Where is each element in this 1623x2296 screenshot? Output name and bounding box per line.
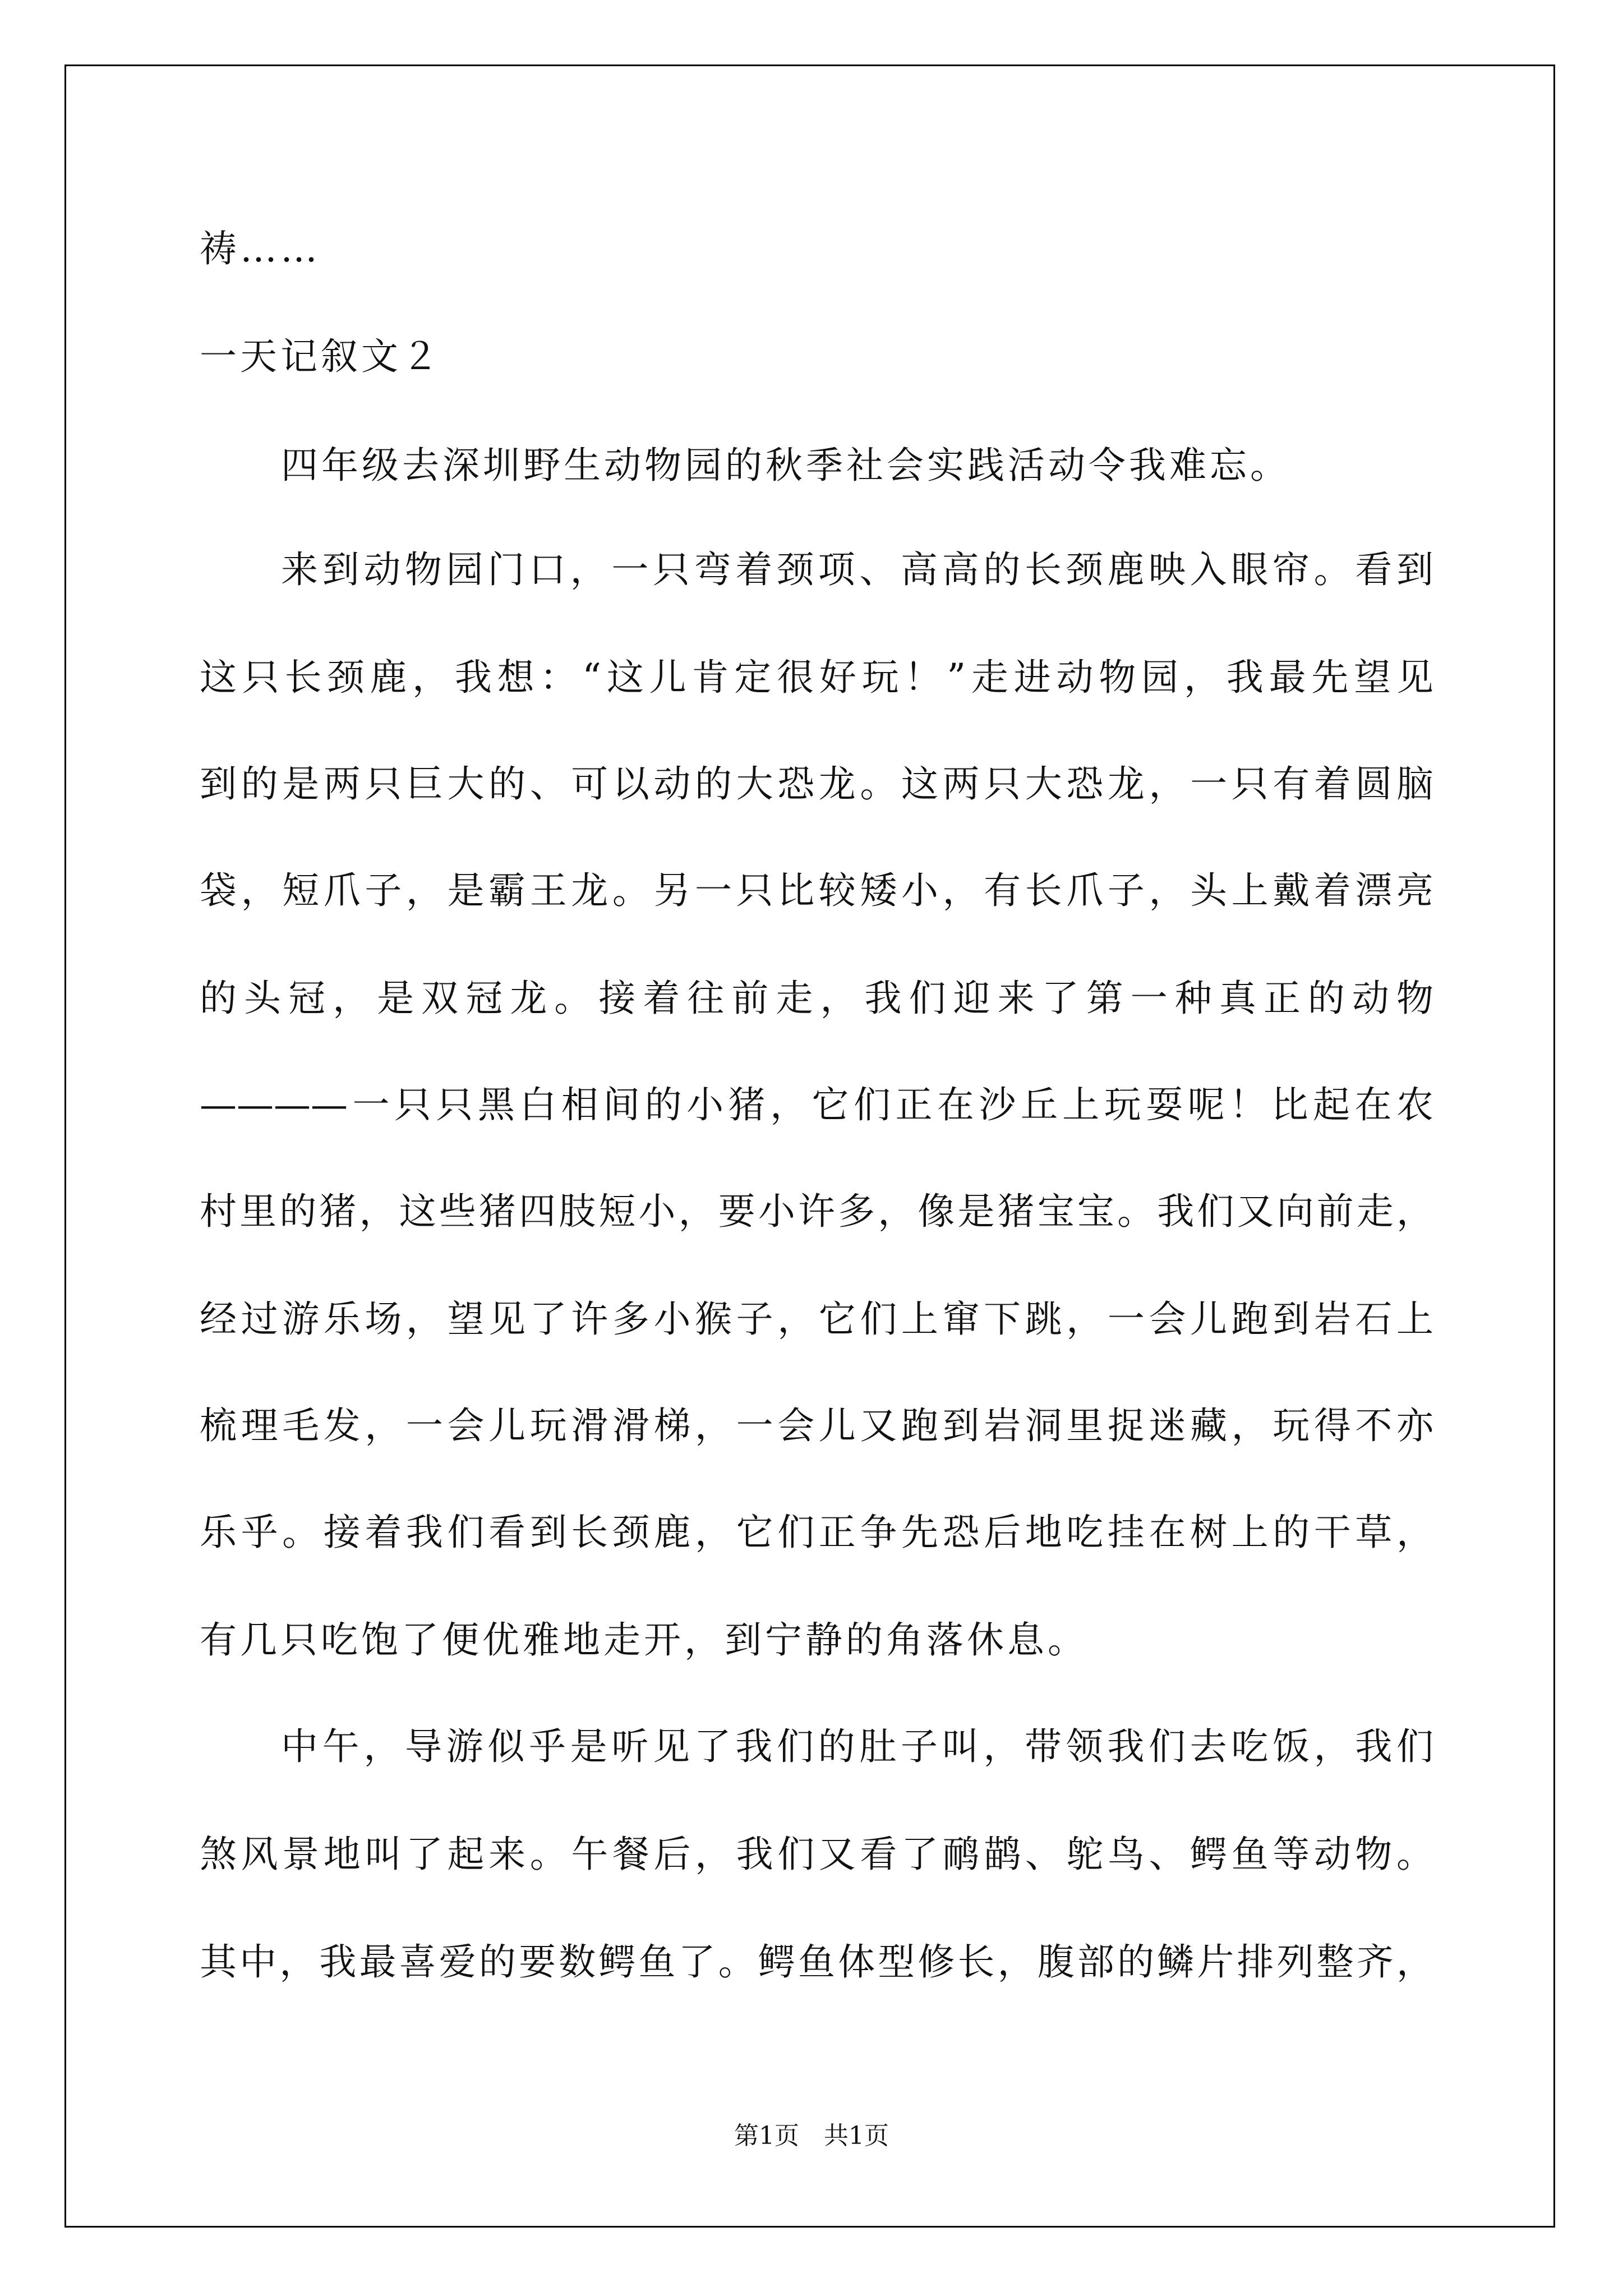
paragraph-2-line-6: ————一只只黑白相间的小猪，它们正在沙丘上玩耍呢！比起在农: [200, 1083, 1433, 1126]
paragraph-2-line-10: 乐乎。接着我们看到长颈鹿，它们正争先恐后地吃挂在树上的干草，: [200, 1511, 1433, 1554]
paragraph-1-line-1: 四年级去深圳野生动物园的秋季社会实践活动令我难忘。: [281, 444, 1290, 487]
paragraph-2-line-2: 这只长颈鹿，我想：“这儿肯定很好玩！”走进动物园，我最先望见: [200, 656, 1433, 699]
page-border: [64, 65, 1555, 2228]
paragraph-3-line-3: 其中，我最喜爱的要数鳄鱼了。鳄鱼体型修长，腹部的鳞片排列整齐，: [200, 1940, 1433, 1984]
paragraph-2-line-8: 经过游乐场，望见了许多小猴子，它们上窜下跳，一会儿跑到岩石上: [200, 1297, 1433, 1341]
opening-fragment: 祷……: [200, 227, 321, 270]
paragraph-3-line-2: 煞风景地叫了起来。午餐后，我们又看了鸸鹋、鸵鸟、鳄鱼等动物。: [200, 1833, 1433, 1876]
paragraph-2-line-3: 到的是两只巨大的、可以动的大恐龙。这两只大恐龙，一只有着圆脑: [200, 762, 1433, 806]
paragraph-3-line-1: 中午，导游似乎是听见了我们的肚子叫，带领我们去吃饭，我们: [281, 1725, 1433, 1768]
paragraph-2-line-11: 有几只吃饱了便优雅地走开，到宁静的角落休息。: [200, 1618, 1088, 1662]
paragraph-2-line-1: 来到动物园门口，一只弯着颈项、高高的长颈鹿映入眼帘。看到: [281, 548, 1433, 591]
paragraph-2-line-5: 的头冠，是双冠龙。接着往前走，我们迎来了第一种真正的动物: [200, 977, 1433, 1020]
paragraph-2-line-4: 袋，短爪子，是霸王龙。另一只比较矮小，有长爪子，头上戴着漂亮: [200, 869, 1433, 912]
page-footer: 第1页 共1页: [734, 2122, 889, 2150]
paragraph-2-line-9: 梳理毛发，一会儿玩滑滑梯，一会儿又跑到岩洞里捉迷藏，玩得不亦: [200, 1404, 1433, 1447]
paragraph-2-line-7: 村里的猪，这些猪四肢短小，要小许多，像是猪宝宝。我们又向前走，: [200, 1190, 1433, 1233]
section-title: 一天记叙文２: [200, 335, 442, 378]
